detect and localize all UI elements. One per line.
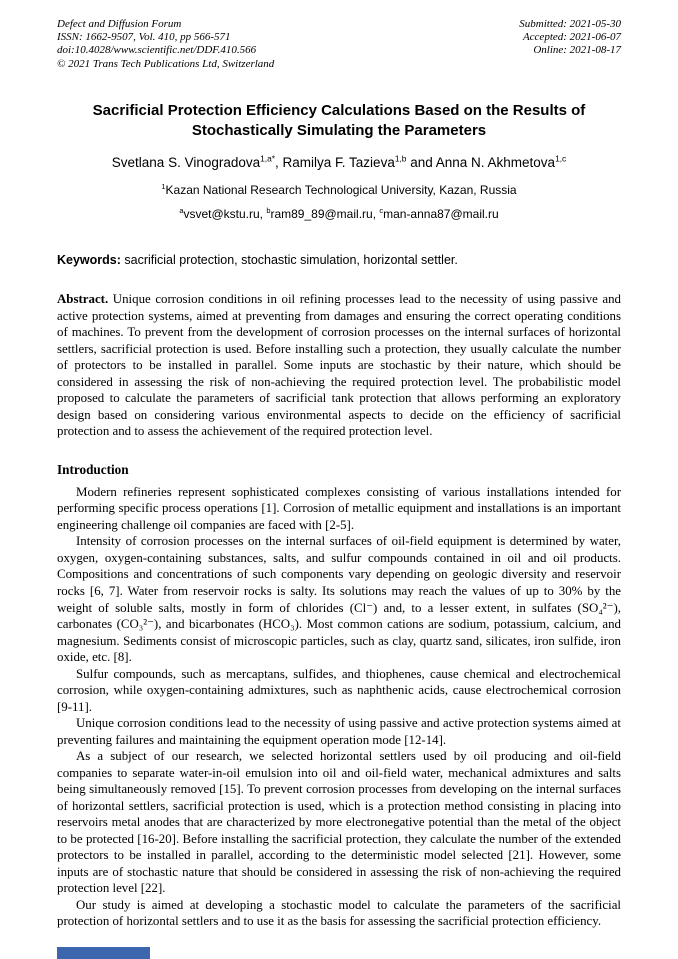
abstract-label: Abstract.	[57, 292, 109, 307]
journal-name: Defect and Diffusion Forum	[57, 18, 182, 30]
journal-header	[57, 18, 621, 71]
author-affiliation-marker: 1,a*	[260, 153, 276, 164]
introduction-paragraph-4: Unique corrosion conditions lead to the necessity of using passive and active protection systems aimed at preventing failures and maintaining the equipment operation mode [12-14].	[57, 716, 621, 747]
email-marker: b	[266, 206, 271, 216]
submitted-date: Submitted: 2021-05-30	[519, 18, 621, 30]
keywords-label: Keywords:	[57, 253, 121, 268]
footer-badge	[57, 947, 150, 959]
journal-info	[57, 18, 274, 71]
email-address: man-anna87@mail.ru	[383, 207, 499, 222]
keywords-line	[57, 253, 621, 267]
affiliation-line	[57, 183, 621, 197]
online-date: Online: 2021-08-17	[533, 44, 621, 57]
affiliation-text: Kazan National Research Technological University, Kazan, Russia	[165, 183, 517, 198]
introduction-paragraph-2: Intensity of corrosion processes on the internal surfaces of oil-field equipment is determined by water, oxygen, oxygen-containing substances, salts, and sulfur compounds contained in oil and oil products. Compositions and concentrations of such components vary depending on geologic diversity and reservoir rocks [6, 7]. Water from reservoir rocks is salty. Its solutions may reach the values of up to 30% by the weight of soluble salts, mostly in form of chlorides (Cl⁻) and, to a lesser extent, in sulfates (SO₄²⁻), carbonates (CO₃²⁻), and bicarbonates (HCO₃). Most common cations are sodium, potassium, calcium, and magnesium. Sediments consist of microscopic particles, such as clay, quartz sand, silicates, iron sulfide, iron oxide, etc. [8].	[57, 534, 621, 665]
email-separator: ,	[372, 207, 380, 222]
author-affiliation-marker: 1,b	[394, 153, 407, 164]
journal-doi: doi:10.4028/www.scientific.net/DDF.410.566	[57, 44, 257, 57]
abstract-paragraph	[57, 291, 621, 440]
journal-copyright: © 2021 Trans Tech Publications Ltd, Switzerland	[57, 57, 275, 70]
introduction-paragraph-5: As a subject of our research, we selected horizontal settlers used by oil producing and oil-field companies to separate water-in-oil emulsion into oil and oil-field water, mechanical admixtures and salts being simultaneously removed [15]. To prevent corrosion processes from developing on the internal surfaces of horizontal settlers, sacrificial protection is used, which is a protection method consisting in placing into reservoirs metal anodes that are characterized by more electronegative potential than the metal of the object to be protected [16-20]. Before installing the sacrificial protection, they calculate the number of the extended protectors to be installed in parallel, according to the deterministic model selected [21]. However, some inputs are of stochastic nature that should be considered in assessing the risk of non-achieving the required protection level [22].	[57, 749, 621, 896]
author-name: Anna N. Akhmetova	[435, 155, 556, 171]
journal-issn-volume: ISSN: 1662-9507, Vol. 410, pp 566-571	[57, 31, 231, 44]
introduction-paragraph-3: Sulfur compounds, such as mercaptans, sulfides, and thiophenes, cause chemical and electrochemical corrosion, while oxygen-containing admixtures, such as naphthenic acids, cause electrochemical corrosion [9-11].	[57, 666, 621, 714]
accepted-date: Accepted: 2021-06-07	[522, 31, 621, 44]
author-name: Ramilya F. Tazieva	[282, 155, 395, 171]
keywords-text: sacrificial protection, stochastic simulation, horizontal settler.	[120, 253, 458, 268]
introduction-paragraph-1: Modern refineries represent sophisticated complexes consisting of various installations intended for performing specific process operations [1]. Corrosion of metallic equipment and installations is an important engineering challenge oil companies are faced with [2-5].	[57, 484, 621, 532]
author-affiliation-marker: 1,c	[555, 153, 567, 164]
introduction-paragraph-6: Our study is aimed at developing a stochastic model to calculate the parameters of the sacrificial protection of horizontal settlers and to use it as the basis for assessing the sacrificial protection efficiency.	[57, 897, 621, 929]
author-separator: ,	[275, 155, 283, 171]
author-separator: and	[406, 155, 436, 171]
email-marker: a	[179, 206, 184, 216]
email-address: vsvet@kstu.ru	[183, 207, 260, 222]
authors-line	[57, 155, 621, 170]
paper-title: Sacrificial Protection Efficiency Calculations Based on the Results of Stochastically Simulating the Parameters	[92, 101, 586, 139]
affiliation-marker: 1	[161, 182, 166, 192]
abstract-text: Unique corrosion conditions in oil refining processes lead to the necessity of using passive and active protection systems, aimed at preventing from damages and ensuring the correct operating conditions of machines. To prevent from the development of corrosion processes on the internal surfaces of horizontal settlers, sacrificial protection is used. Before installing such a protection, they usually calculate the number of protectors to be installed in parallel. Some inputs are stochastic by their nature, which should be considered in assessing the risk of non-achieving the required protection level. The probabilistic model proposed to calculate the parameters of sacrificial tank protection that allows performing an exploratory design based on considering various environmental aspects to decide on the efficiency of sacrificial protection and to assess the achievement of the required protection level.	[57, 292, 621, 439]
submission-dates	[519, 18, 621, 71]
email-marker: c	[379, 206, 384, 216]
emails-line	[57, 207, 621, 221]
email-separator: ,	[259, 207, 267, 222]
introduction-heading: Introduction	[57, 461, 129, 477]
author-name: Svetlana S. Vinogradova	[111, 155, 261, 171]
email-address: ram89_89@mail.ru	[270, 207, 373, 222]
